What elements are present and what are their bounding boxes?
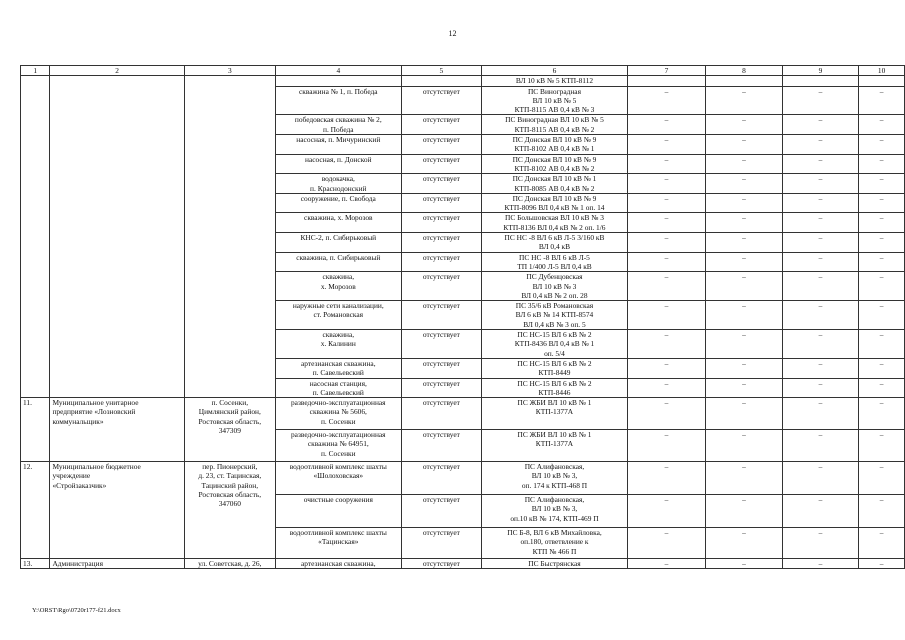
object-cell: разведочно-эксплуатационная скважина № 5606, п. Сосенки	[275, 398, 401, 430]
object-cell: разведочно-эксплуатационная скважина № 64951, п. Сосенки	[275, 430, 401, 462]
dash-cell: –	[627, 154, 705, 174]
column-header: 6	[482, 66, 628, 76]
dash-cell: –	[706, 233, 783, 253]
status-cell: отсутствует	[401, 272, 482, 301]
dash-cell: –	[627, 430, 705, 462]
power-source-cell: ПС ЖБИ ВЛ 10 кВ № 1 КТП-1377А	[482, 398, 628, 430]
organization-cell: Администрация	[50, 559, 184, 569]
status-cell: отсутствует	[401, 174, 482, 194]
power-source-cell: ПС Алифановская, ВЛ 10 кВ № 3, оп. 174 к КТП-468 П	[482, 462, 628, 495]
power-source-cell: ПС Виноградная ВЛ 10 кВ № 5 КТП-8115 АВ 0,4 кВ № 3	[482, 86, 628, 115]
status-cell: отсутствует	[401, 252, 482, 272]
dash-cell: –	[859, 174, 905, 194]
number-cell	[21, 76, 50, 398]
object-cell: водокачка, п. Краснодонский	[275, 174, 401, 194]
dash-cell: –	[706, 430, 783, 462]
object-cell: скважина, п. Сибирьковый	[275, 252, 401, 272]
dash-cell: –	[627, 86, 705, 115]
object-cell: скважина, х. Калинин	[275, 330, 401, 359]
dash-cell	[706, 76, 783, 86]
dash-cell: –	[706, 154, 783, 174]
power-source-cell: ПС НС -8 ВЛ 6 кВ Л-5 ТП 1/400 Л-5 ВЛ 0,4 кВ	[482, 252, 628, 272]
dash-cell: –	[627, 233, 705, 253]
power-source-cell: ПС 35/6 кВ Романовская ВЛ 6 кВ № 14 КТП-8574 ВЛ 0,4 кВ № 3 оп. 5	[482, 301, 628, 330]
number-cell: 11.	[21, 398, 50, 462]
dash-cell: –	[706, 398, 783, 430]
dash-cell: –	[859, 330, 905, 359]
dash-cell: –	[782, 154, 859, 174]
dash-cell: –	[859, 430, 905, 462]
status-cell: отсутствует	[401, 213, 482, 233]
table-row	[21, 398, 905, 430]
dash-cell: –	[706, 378, 783, 398]
dash-cell: –	[782, 559, 859, 569]
column-header: 7	[627, 66, 705, 76]
dash-cell: –	[859, 115, 905, 135]
dash-cell: –	[706, 86, 783, 115]
object-cell: водоотливной комплекс шахты «Тацинская»	[275, 528, 401, 559]
data-table	[20, 65, 905, 569]
dash-cell: –	[859, 252, 905, 272]
address-cell: ул. Советская, д. 26,	[184, 559, 275, 569]
dash-cell: –	[627, 378, 705, 398]
dash-cell: –	[782, 378, 859, 398]
power-source-cell: ПС Алифановская, ВЛ 10 кВ № 3, оп.10 кВ № 174, КТП-469 П	[482, 495, 628, 528]
power-source-cell: ПС Донская ВЛ 10 кВ № 9 КТП-8102 АВ 0,4 кВ № 2	[482, 154, 628, 174]
dash-cell: –	[859, 559, 905, 569]
power-source-cell: ПС Быстрянская	[482, 559, 628, 569]
table-row	[21, 76, 905, 86]
status-cell: отсутствует	[401, 135, 482, 155]
dash-cell: –	[782, 213, 859, 233]
dash-cell: –	[627, 301, 705, 330]
dash-cell: –	[859, 378, 905, 398]
status-cell: отсутствует	[401, 115, 482, 135]
dash-cell: –	[706, 301, 783, 330]
column-header: 9	[782, 66, 859, 76]
object-cell: наружные сети канализации, ст. Романовская	[275, 301, 401, 330]
status-cell: отсутствует	[401, 301, 482, 330]
address-cell	[184, 76, 275, 398]
power-source-cell: ПС НС -8 ВЛ 6 кВ Л-5 3/160 кВ ВЛ 0,4 кВ	[482, 233, 628, 253]
organization-cell	[50, 76, 184, 398]
dash-cell: –	[859, 272, 905, 301]
dash-cell: –	[627, 495, 705, 528]
power-source-cell: ПС Дубенцовская ВЛ 10 кВ № 3 ВЛ 0,4 кВ № 2 оп. 28	[482, 272, 628, 301]
dash-cell: –	[706, 528, 783, 559]
object-cell: скважина № 1, п. Победа	[275, 86, 401, 115]
column-header: 1	[21, 66, 50, 76]
status-cell: отсутствует	[401, 559, 482, 569]
number-cell: 13.	[21, 559, 50, 569]
dash-cell: –	[782, 330, 859, 359]
object-cell: водоотливной комплекс шахты «Шолоховская»	[275, 462, 401, 495]
dash-cell: –	[859, 135, 905, 155]
dash-cell: –	[782, 174, 859, 194]
dash-cell: –	[706, 135, 783, 155]
object-cell: насосная, п. Донской	[275, 154, 401, 174]
dash-cell	[859, 76, 905, 86]
dash-cell: –	[706, 213, 783, 233]
page-number: 12	[448, 29, 457, 38]
dash-cell: –	[782, 193, 859, 213]
dash-cell: –	[782, 86, 859, 115]
column-header: 2	[50, 66, 184, 76]
status-cell: отсутствует	[401, 398, 482, 430]
status-cell: отсутствует	[401, 193, 482, 213]
power-source-cell: ПС НС-15 ВЛ 6 кВ № 2 КТП-8446	[482, 378, 628, 398]
status-cell: отсутствует	[401, 528, 482, 559]
dash-cell: –	[627, 358, 705, 378]
status-cell: отсутствует	[401, 462, 482, 495]
dash-cell: –	[782, 358, 859, 378]
status-cell: отсутствует	[401, 495, 482, 528]
column-header: 4	[275, 66, 401, 76]
dash-cell: –	[706, 193, 783, 213]
object-cell: очистные сооружения	[275, 495, 401, 528]
dash-cell: –	[782, 495, 859, 528]
dash-cell: –	[859, 193, 905, 213]
dash-cell: –	[627, 462, 705, 495]
dash-cell: –	[706, 272, 783, 301]
dash-cell: –	[627, 193, 705, 213]
status-cell	[401, 76, 482, 86]
object-cell: скважина, х. Морозов	[275, 213, 401, 233]
object-cell: победовская скважина № 2, п. Победа	[275, 115, 401, 135]
status-cell: отсутствует	[401, 86, 482, 115]
power-source-cell: ПС Б-8, ВЛ 6 кВ Михайловка, оп.180, ответвление к КТП № 466 П	[482, 528, 628, 559]
dash-cell: –	[859, 154, 905, 174]
dash-cell: –	[782, 272, 859, 301]
dash-cell: –	[627, 528, 705, 559]
dash-cell: –	[706, 358, 783, 378]
object-cell: насосная станция, п. Савельевский	[275, 378, 401, 398]
object-cell: сооружение, п. Свобода	[275, 193, 401, 213]
dash-cell: –	[782, 252, 859, 272]
table-row	[21, 462, 905, 495]
dash-cell: –	[859, 398, 905, 430]
object-cell: КНС-2, п. Сибирьковый	[275, 233, 401, 253]
dash-cell	[627, 76, 705, 86]
column-header: 5	[401, 66, 482, 76]
column-header: 8	[706, 66, 783, 76]
dash-cell: –	[627, 135, 705, 155]
power-source-cell: ПС Виноградная ВЛ 10 кВ № 5 КТП-8115 АВ 0,4 кВ № 2	[482, 115, 628, 135]
object-cell: скважина, х. Морозов	[275, 272, 401, 301]
dash-cell: –	[859, 86, 905, 115]
dash-cell: –	[859, 301, 905, 330]
status-cell: отсутствует	[401, 378, 482, 398]
dash-cell: –	[859, 233, 905, 253]
address-cell: п. Сосенки, Цимлянский район, Ростовская область, 347309	[184, 398, 275, 462]
object-cell: артезианская скважина, п. Савельевский	[275, 358, 401, 378]
power-source-cell: ПС Большовская ВЛ 10 кВ № 3 КТП-8136 ВЛ 0,4 кВ № 2 оп. 1/6	[482, 213, 628, 233]
power-source-cell: ПС НС-15 ВЛ 6 кВ № 2 КТП-8449	[482, 358, 628, 378]
dash-cell: –	[859, 462, 905, 495]
dash-cell: –	[627, 252, 705, 272]
dash-cell: –	[627, 213, 705, 233]
object-cell: насосная, п. Мичуринский	[275, 135, 401, 155]
number-cell: 12.	[21, 462, 50, 559]
dash-cell	[782, 76, 859, 86]
organization-cell: Муниципальное унитарное предприятие «Лозновский коммунальщик»	[50, 398, 184, 462]
object-cell	[275, 76, 401, 86]
dash-cell: –	[782, 301, 859, 330]
dash-cell: –	[859, 213, 905, 233]
dash-cell: –	[782, 233, 859, 253]
status-cell: отсутствует	[401, 430, 482, 462]
dash-cell: –	[627, 559, 705, 569]
status-cell: отсутствует	[401, 358, 482, 378]
power-source-cell: ВЛ 10 кВ № 5 КТП-8112	[482, 76, 628, 86]
power-source-cell: ПС Донская ВЛ 10 кВ № 9 КТП-8102 АВ 0,4 кВ № 1	[482, 135, 628, 155]
status-cell: отсутствует	[401, 233, 482, 253]
dash-cell: –	[782, 135, 859, 155]
dash-cell: –	[859, 495, 905, 528]
dash-cell: –	[706, 559, 783, 569]
dash-cell: –	[706, 495, 783, 528]
object-cell: артезианская скважина,	[275, 559, 401, 569]
header-row	[21, 66, 905, 76]
power-source-cell: ПС Донская ВЛ 10 кВ № 1 КТП-8085 АВ 0,4 кВ № 2	[482, 174, 628, 194]
dash-cell: –	[706, 252, 783, 272]
dash-cell: –	[706, 462, 783, 495]
dash-cell: –	[706, 330, 783, 359]
dash-cell: –	[627, 330, 705, 359]
address-cell: пер. Пионерский, д. 23, ст. Тацинская, Тацинский район, Ростовская область, 347060	[184, 462, 275, 559]
column-header: 10	[859, 66, 905, 76]
dash-cell: –	[627, 115, 705, 135]
dash-cell: –	[627, 398, 705, 430]
dash-cell: –	[782, 462, 859, 495]
table-row	[21, 559, 905, 569]
status-cell: отсутствует	[401, 330, 482, 359]
power-source-cell: ПС НС-15 ВЛ 6 кВ № 2 КТП-8436 ВЛ 0,4 кВ № 1 оп. 5/4	[482, 330, 628, 359]
column-header: 3	[184, 66, 275, 76]
dash-cell: –	[782, 398, 859, 430]
power-source-cell: ПС Донская ВЛ 10 кВ № 9 КТП-8096 ВЛ 0,4 кВ № 1 оп. 14	[482, 193, 628, 213]
dash-cell: –	[859, 528, 905, 559]
organization-cell: Муниципальное бюджетное учреждение «Стройзаказчик»	[50, 462, 184, 559]
power-source-cell: ПС ЖБИ ВЛ 10 кВ № 1 КТП-1377А	[482, 430, 628, 462]
dash-cell: –	[782, 430, 859, 462]
dash-cell: –	[627, 174, 705, 194]
dash-cell: –	[706, 115, 783, 135]
dash-cell: –	[706, 174, 783, 194]
dash-cell: –	[627, 272, 705, 301]
status-cell: отсутствует	[401, 154, 482, 174]
dash-cell: –	[782, 528, 859, 559]
dash-cell: –	[859, 358, 905, 378]
dash-cell: –	[782, 115, 859, 135]
file-path-footer: Y:\ORST\Rgo\0720r177-f21.docx	[32, 607, 121, 614]
